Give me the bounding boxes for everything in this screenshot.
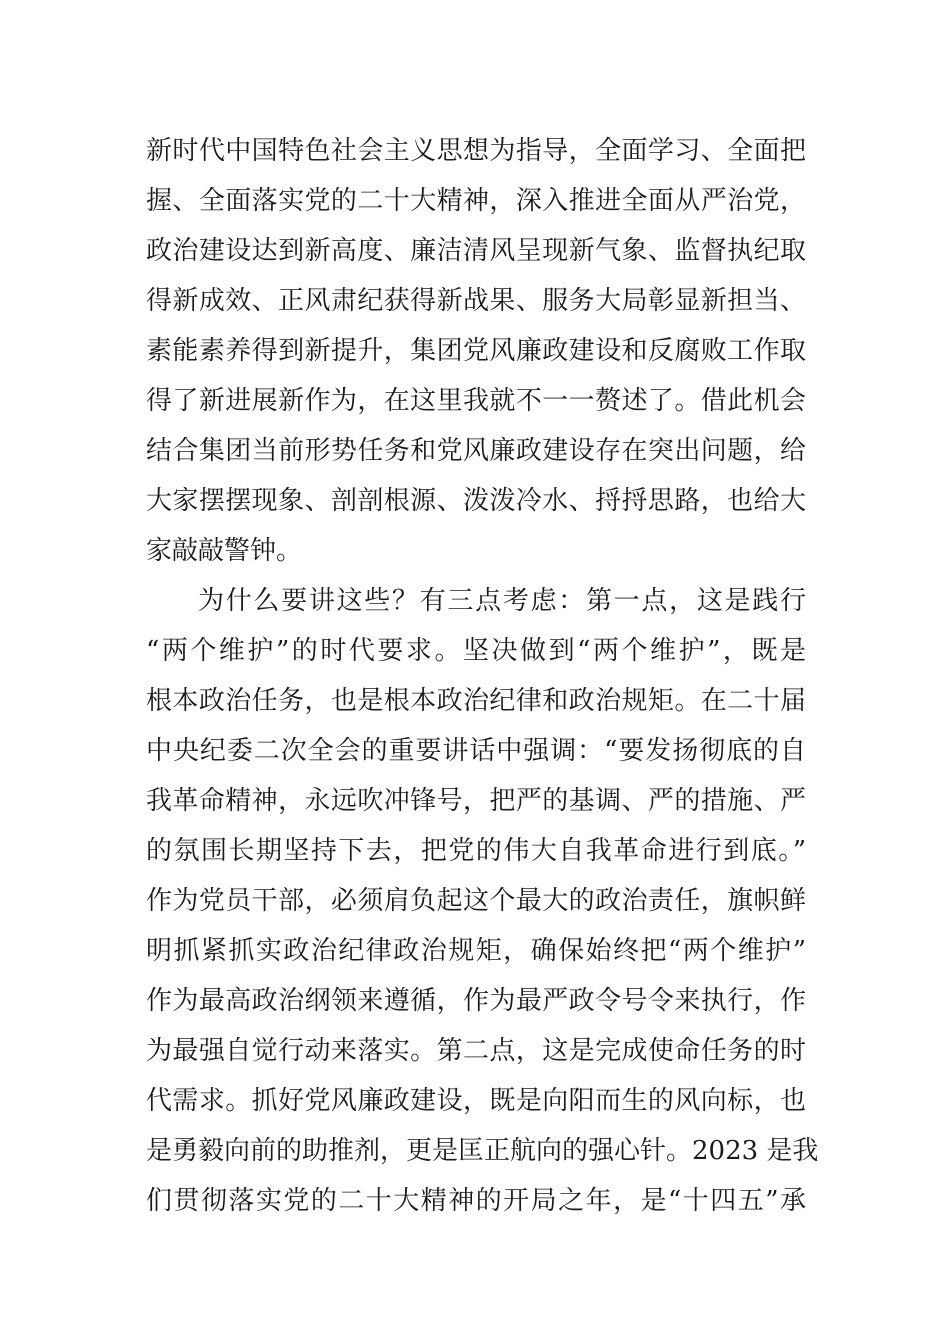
paragraph-2-line-4: 中央纪委二次全会的重要讲话中强调：“要发扬彻底的自 (146, 736, 806, 766)
paragraph-1-line-7: 结合集团当前形势任务和党风廉政建设存在突出问题，给 (146, 436, 806, 466)
paragraph-2-line-2: “两个维护”的时代要求。坚决做到“两个维护”，既是 (146, 636, 806, 666)
paragraph-2-line-1: 为什么要讲这些？有三点考虑：第一点，这是践行 (198, 586, 806, 616)
paragraph-2-line-3: 根本政治任务，也是根本政治纪律和政治规矩。在二十届 (146, 686, 806, 716)
paragraph-2-line-13: 们贯彻落实党的二十大精神的开局之年，是“十四五”承 (146, 1186, 806, 1216)
paragraph-1-line-6: 得了新进展新作为，在这里我就不一一赘述了。借此机会 (146, 386, 806, 416)
paragraph-2-line-10: 为最强自觉行动来落实。第二点，这是完成使命任务的时 (146, 1036, 806, 1066)
paragraph-1-line-2: 握、全面落实党的二十大精神，深入推进全面从严治党， (146, 186, 806, 216)
paragraph-1-line-5: 素能素养得到新提升，集团党风廉政建设和反腐败工作取 (146, 336, 806, 366)
paragraph-2-line-9: 作为最高政治纲领来遵循，作为最严政令号令来执行，作 (146, 986, 806, 1016)
paragraph-1-line-8: 大家摆摆现象、剖剖根源、泼泼冷水、捋捋思路，也给大 (146, 486, 806, 516)
paragraph-1-line-3: 政治建设达到新高度、廉洁清风呈现新气象、监督执纪取 (146, 236, 806, 266)
paragraph-1-line-1: 新时代中国特色社会主义思想为指导，全面学习、全面把 (146, 136, 806, 166)
paragraph-2-line-6: 的氛围长期坚持下去，把党的伟大自我革命进行到底。” (146, 836, 806, 866)
paragraph-2-line-7: 作为党员干部，必须肩负起这个最大的政治责任，旗帜鲜 (146, 886, 806, 916)
paragraph-2-line-11: 代需求。抓好党风廉政建设，既是向阳而生的风向标，也 (146, 1086, 806, 1116)
paragraph-1-line-9: 家敲敲警钟。 (146, 536, 303, 566)
paragraph-2-line-5: 我革命精神，永远吹冲锋号，把严的基调、严的措施、严 (146, 786, 806, 816)
paragraph-1-line-4: 得新成效、正风肃纪获得新战果、服务大局彰显新担当、 (146, 286, 806, 316)
paragraph-2-line-8: 明抓紧抓实政治纪律政治规矩，确保始终把“两个维护” (146, 936, 806, 966)
paragraph-2-line-12: 是勇毅向前的助推剂，更是匡正航向的强心针。2023 是我 (146, 1136, 819, 1166)
